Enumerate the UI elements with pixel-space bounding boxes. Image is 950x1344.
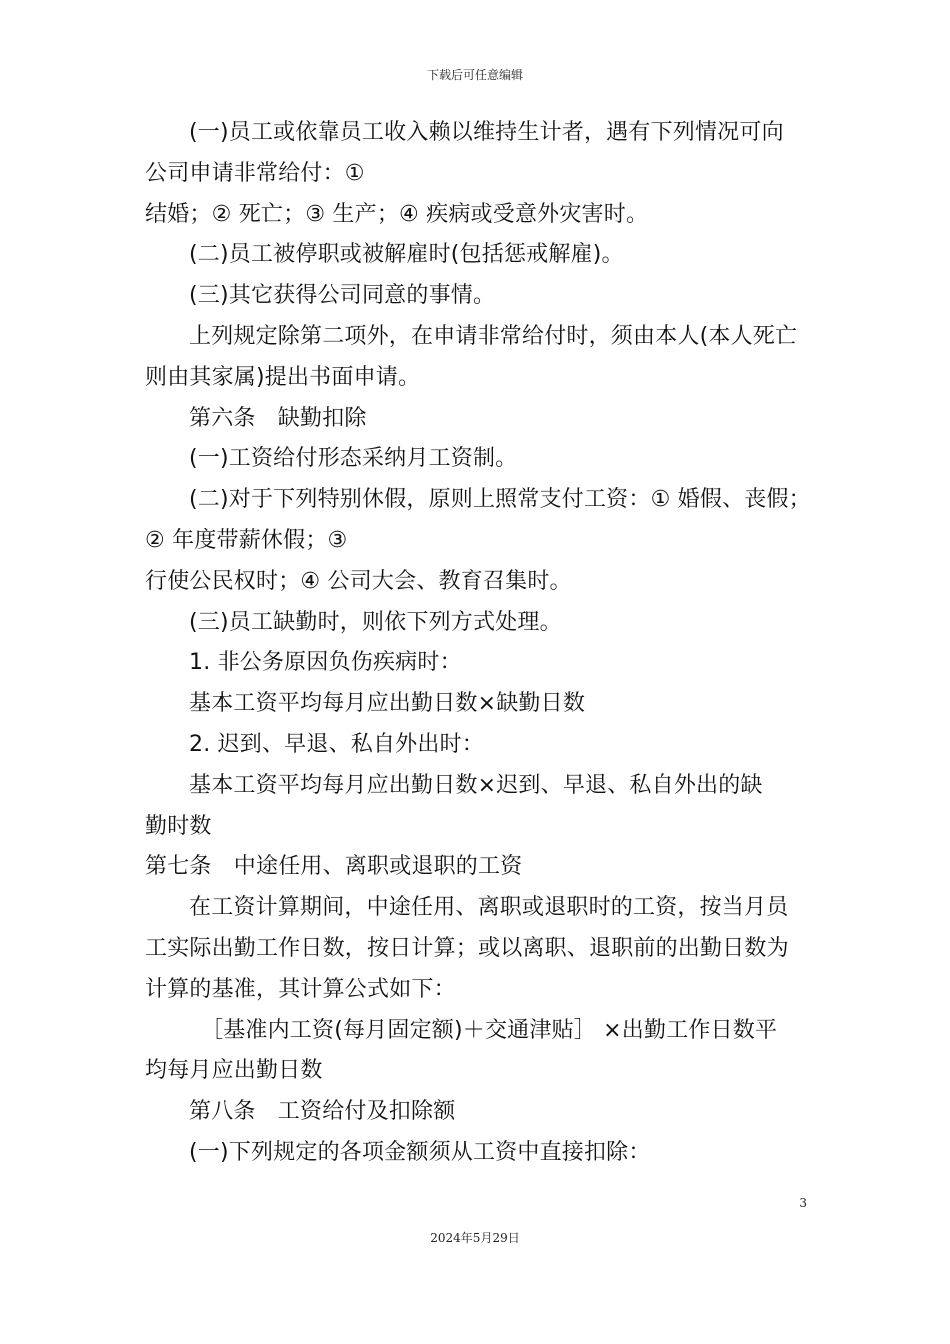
formula-line: ［基准内工资(每月固定额)＋交通津贴］ ×出勤工作日数平 [201, 1017, 778, 1043]
paragraph-line: 勤时数 [145, 813, 212, 839]
document-body [145, 113, 817, 1174]
paragraph-line: 1. 非公务原因负伤疾病时： [189, 650, 462, 676]
paragraph-line: 计算的基准，其计算公式如下： [145, 976, 456, 1002]
paragraph-line: (一)工资给付形态采纳月工资制。 [189, 446, 518, 472]
formula-line: 基本工资平均每月应出勤日数×缺勤日数 [189, 691, 586, 717]
paragraph-line: 结婚；② 死亡；③ 生产；④ 疾病或受意外灾害时。 [145, 201, 649, 227]
paragraph-line: 公司申请非常给付：① [145, 160, 365, 186]
paragraph-line: (三)其它获得公司同意的事情。 [189, 283, 496, 309]
page-number: 3 [799, 1196, 807, 1210]
paragraph-line: (二)对于下列特别休假，原则上照常支付工资：① 婚假、丧假； [189, 487, 811, 513]
paragraph-line: (一)员工或依靠员工收入赖以维持生计者，遇有下列情况可向 [189, 120, 784, 145]
article-heading: 第六条 缺勤扣除 [189, 405, 367, 431]
paragraph-line: 则由其家属)提出书面申请。 [145, 364, 421, 390]
paragraph-line: 2. 迟到、早退、私自外出时： [189, 731, 484, 757]
formula-line: 基本工资平均每月应出勤日数×迟到、早退、私自外出的缺 [189, 772, 763, 798]
page-header: 下载后可任意编辑 [426, 68, 523, 82]
paragraph-line: (二)员工被停职或被解雇时(包括惩戒解雇)。 [189, 242, 624, 268]
paragraph-line: 在工资计算期间，中途任用、离职或退职时的工资，按当月员 [189, 895, 789, 921]
paragraph-line: 行使公民权时；④ 公司大会、教育召集时。 [145, 568, 572, 594]
paragraph-line: (三)员工缺勤时，则依下列方式处理。 [189, 609, 562, 635]
page-footer-date: 2024年5月29日 [430, 1231, 520, 1245]
article-heading: 第八条 工资给付及扣除额 [189, 1099, 456, 1125]
paragraph-line: 上列规定除第二项外，在申请非常给付时，须由本人(本人死亡 [189, 323, 798, 349]
article-heading: 第七条 中途任用、离职或退职的工资 [145, 854, 523, 880]
formula-line: 均每月应出勤日数 [145, 1058, 323, 1084]
paragraph-line: ② 年度带薪休假；③ [145, 527, 348, 553]
paragraph-line: (一)下列规定的各项金额须从工资中直接扣除： [189, 1139, 651, 1165]
paragraph-line: 工实际出勤工作日数，按日计算；或以离职、退职前的出勤日数为 [145, 935, 789, 961]
